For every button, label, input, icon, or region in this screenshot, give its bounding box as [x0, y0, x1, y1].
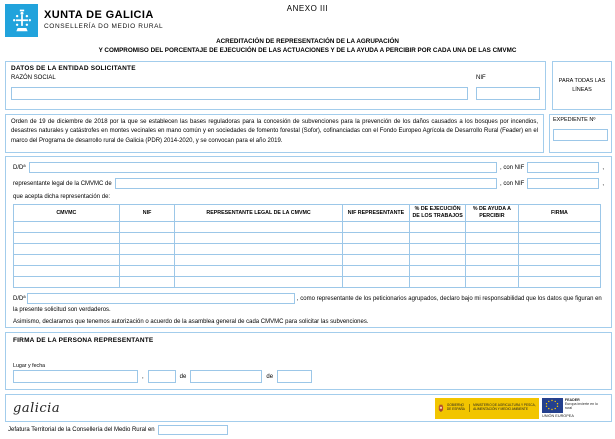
table-cell[interactable]	[410, 244, 466, 255]
razon-social-label: RAZÓN SOCIAL	[11, 75, 56, 81]
comma-2: ,	[602, 180, 604, 187]
applicant-section-title: DATOS DE LA ENTIDAD SOLICITANTE	[11, 65, 136, 72]
col-header-nif-representante: NIF REPRESENTANTE	[342, 205, 410, 222]
table-cell[interactable]	[410, 266, 466, 277]
col-header-pct-ayuda: % DE AYUDA A PERCIBIR	[465, 205, 518, 222]
feader-text: FEADER	[564, 397, 580, 402]
declaration-block	[13, 293, 604, 316]
brand-name: XUNTA DE GALICIA	[44, 9, 154, 21]
mes-input[interactable]	[190, 370, 262, 383]
table-cell[interactable]	[342, 266, 410, 277]
union-europea-text: UNIÓN EUROPEA	[542, 413, 574, 418]
table-cell[interactable]	[14, 277, 120, 288]
table-cell[interactable]	[410, 277, 466, 288]
spain-ministry-logo	[435, 398, 539, 419]
table-cell[interactable]	[342, 277, 410, 288]
table-cell[interactable]	[518, 244, 600, 255]
table-cell[interactable]	[410, 255, 466, 266]
de-label-2: de	[266, 373, 274, 380]
table-row	[14, 222, 601, 233]
con-nif-label-1: , con NIF	[499, 164, 525, 171]
eu-feader-logo	[542, 398, 604, 418]
de-label-1: de	[179, 373, 187, 380]
form-title-line2: Y COMPROMISO DEL PORCENTAJE DE EJECUCIÓN DE LAS ACTUACIONES Y DE LA AYUDA A PERCIBIR POR CADA UNA DE LAS CMVMC	[98, 47, 517, 55]
form-title-line1: ACREDITACIÓN DE REPRESENTACIÓN DE LA AGRUPACIÓN	[216, 38, 399, 45]
table-row	[14, 244, 601, 255]
declaration-text: , como representante de los peticionarios agrupados, declaro bajo mi responsabilidad que los datos que figuran en la presente solicitud son verdaderos.	[13, 296, 602, 313]
signature-section	[5, 332, 612, 390]
ano-input[interactable]	[277, 370, 312, 383]
representative-name-input[interactable]	[29, 162, 497, 173]
comma-1: ,	[602, 164, 604, 171]
table-cell[interactable]	[465, 244, 518, 255]
d-da-label-1: D/Dª	[13, 164, 26, 171]
expediente-label: EXPEDIENTE Nº	[553, 117, 596, 123]
nif-label: NIF	[476, 75, 486, 81]
table-cell[interactable]	[14, 255, 120, 266]
con-nif-label-2: , con NIF	[499, 180, 525, 187]
table-cell[interactable]	[119, 233, 175, 244]
col-header-cmvmc: CMVMC	[14, 205, 120, 222]
spain-coat-of-arms-icon	[438, 401, 444, 416]
razon-social-input[interactable]	[11, 87, 468, 100]
cmvmc-nif-input[interactable]	[527, 178, 599, 189]
representative-nif-input[interactable]	[527, 162, 599, 173]
brand-department: CONSELLERÍA DO MEDIO RURAL	[44, 23, 164, 30]
table-cell[interactable]	[14, 222, 120, 233]
gobierno-de-espana-text: GOBIERNO DE ESPAÑA	[447, 404, 470, 412]
table-cell[interactable]	[119, 244, 175, 255]
signature-section-title: FIRMA DE LA PERSONA REPRESENTANTE	[13, 337, 154, 344]
table-cell[interactable]	[342, 255, 410, 266]
table-cell[interactable]	[342, 233, 410, 244]
lugar-input[interactable]	[13, 370, 138, 383]
table-cell[interactable]	[518, 255, 600, 266]
table-row	[14, 233, 601, 244]
table-cell[interactable]	[465, 255, 518, 266]
table-cell[interactable]	[119, 255, 175, 266]
firma-comma: ,	[142, 373, 144, 380]
representation-section	[5, 156, 612, 328]
legal-rep-label: representante legal de la CMVMC de	[13, 180, 112, 187]
table-cell[interactable]	[175, 277, 342, 288]
nif-input[interactable]	[476, 87, 540, 100]
cmvmc-name-input[interactable]	[115, 178, 497, 189]
col-header-nif: NIF	[119, 205, 175, 222]
table-cell[interactable]	[175, 255, 342, 266]
anexo-label: ANEXO III	[286, 4, 329, 13]
table-cell[interactable]	[410, 222, 466, 233]
lugar-y-fecha-label: Lugar y fecha	[13, 363, 46, 369]
col-header-pct-ejecucion: % DE EJECUCIÓN DE LOS TRABAJOS	[410, 205, 466, 222]
footer-logos-bar	[5, 394, 612, 422]
accept-representation-text: que acepta dicha representación de:	[13, 194, 111, 200]
table-row	[14, 266, 601, 277]
table-cell[interactable]	[518, 222, 600, 233]
table-cell[interactable]	[119, 266, 175, 277]
jefatura-label: Jefatura Territorial de la Consellería del Medio Rural en	[8, 427, 155, 433]
table-cell[interactable]	[465, 277, 518, 288]
col-header-firma: FIRMA	[518, 205, 600, 222]
d-da-label-2: D/Dª	[13, 296, 26, 303]
eu-flag-icon	[542, 398, 563, 413]
table-cell[interactable]	[518, 233, 600, 244]
table-cell[interactable]	[518, 266, 600, 277]
para-todas-las-lineas-note: PARA TODAS LAS LÍNEAS	[552, 61, 612, 110]
expediente-box	[549, 114, 612, 153]
form-title	[0, 37, 615, 56]
eu-tagline-text: Europa invierte en lo rural	[564, 401, 598, 411]
table-cell[interactable]	[175, 244, 342, 255]
applicant-data-section	[5, 61, 546, 110]
table-cell[interactable]	[119, 222, 175, 233]
ministry-name-text: MINISTERIO DE AGRICULTURA Y PESCA, ALIMENTACIÓN Y MEDIO AMBIENTE	[473, 403, 536, 411]
col-header-representante-legal: REPRESENTANTE LEGAL DE LA CMVMC	[175, 205, 342, 222]
table-cell[interactable]	[175, 233, 342, 244]
table-cell[interactable]	[175, 222, 342, 233]
table-cell[interactable]	[410, 233, 466, 244]
dia-input[interactable]	[148, 370, 176, 383]
table-cell[interactable]	[175, 266, 342, 277]
table-cell[interactable]	[14, 266, 120, 277]
galicia-logo: galicia	[13, 400, 61, 416]
table-cell[interactable]	[465, 222, 518, 233]
table-cell[interactable]	[119, 277, 175, 288]
table-header-row	[14, 205, 601, 222]
table-cell[interactable]	[518, 277, 600, 288]
jefatura-input[interactable]	[158, 425, 228, 435]
table-cell[interactable]	[465, 266, 518, 277]
expediente-input[interactable]	[553, 129, 608, 141]
table-cell[interactable]	[465, 233, 518, 244]
table-cell[interactable]	[14, 244, 120, 255]
declarant-name-input[interactable]	[27, 293, 295, 304]
cmvmc-table	[13, 204, 601, 288]
table-row	[14, 255, 601, 266]
asimismo-text: Asimismo, declaramos que tenemos autorización o acuerdo de la asamblea general de cada CMVMC para solicitar las subvenciones.	[13, 318, 369, 325]
table-cell[interactable]	[14, 233, 120, 244]
order-paragraph: Orden de 19 de diciembre de 2018 por la que se establecen las bases reguladoras para la concesión de subvenciones para la prevención de los daños causados a los bosques por incendios, desastres naturales y catástrofes en montes vecinales en mano común y en sociedades de fomento forestal (Sofor), cofinanciadas con el Fondo Europeo Agrícola de Desarrollo Rural (Feader) en el marco del Programa de desarrollo rural de Galicia (PDR) 2014-2020, y se convocan para el año 2019.	[5, 114, 544, 153]
jefatura-territorial-line	[8, 425, 228, 435]
table-cell[interactable]	[342, 222, 410, 233]
table-cell[interactable]	[342, 244, 410, 255]
table-row	[14, 277, 601, 288]
